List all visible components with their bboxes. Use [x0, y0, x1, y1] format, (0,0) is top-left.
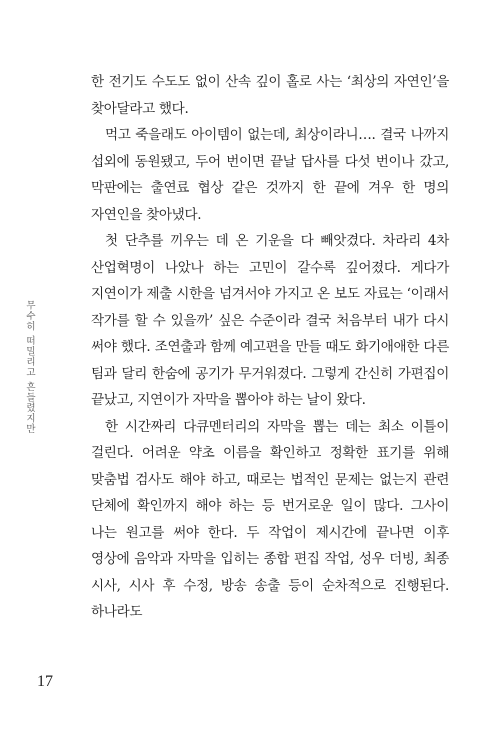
- paragraph-4: 한 시간짜리 다큐멘터리의 자막을 뽑는 데는 최소 이틀이 걸린다. 어려운 약초 이름을 확인하고 정확한 표기를 위해 맞춤법 검사도 해야 하고, 때로는 법적인 문제는 없는지 관련 단체에 확인까지 해야 하는 등 번거로운 일이 많다. 그사이 나는 원고를 써야 한다. 두 작업이 제시간에 끝나면 이후 영상에 음악과 자막을 입히는 종합 편집 작업, 성우 더빙, 최종 시사, 시사 후 수정, 방송 송출 등이 순차적으로 진행된다. 하나라도: [91, 418, 449, 620]
- paragraph-2: 먹고 죽을래도 아이템이 없는데, 최상이라니…. 결국 나까지 섭외에 동원됐고, 두어 번이면 끝날 답사를 다섯 번이나 갔고, 막판에는 출연료 협상 같은 것까지 한 끝에 겨우 한 명의 자연인을 찾아냈다.: [91, 127, 449, 223]
- running-head: 무수히 떠밀리고 흔들렸지만: [24, 300, 35, 435]
- body-text: [91, 69, 449, 626]
- page-number: 17: [37, 673, 53, 690]
- paragraph-1: 한 전기도 수도도 없이 산속 깊이 홀로 사는 ‘최상의 자연인’을 찾아달라고 했다.: [91, 74, 449, 117]
- paragraph-3: 첫 단추를 끼우는 데 온 기운을 다 빼앗겼다. 차라리 4차 산업혁명이 나았나 하는 고민이 갈수록 깊어졌다. 게다가 지연이가 제출 시한을 넘겨서야 가지고 온 보도 자료는 ‘이래서 작가를 할 수 있을까’ 싶은 수준이라 결국 처음부터 내가 다시 써야 했다. 조연출과 함께 예고편을 만들 때도 화기애애한 다른 팀과 달리 한숨에 공기가 무거워졌다. 그렇게 간신히 가편집이 끝났고, 지연이가 자막을 뽑아야 하는 날이 왔다.: [91, 233, 449, 408]
